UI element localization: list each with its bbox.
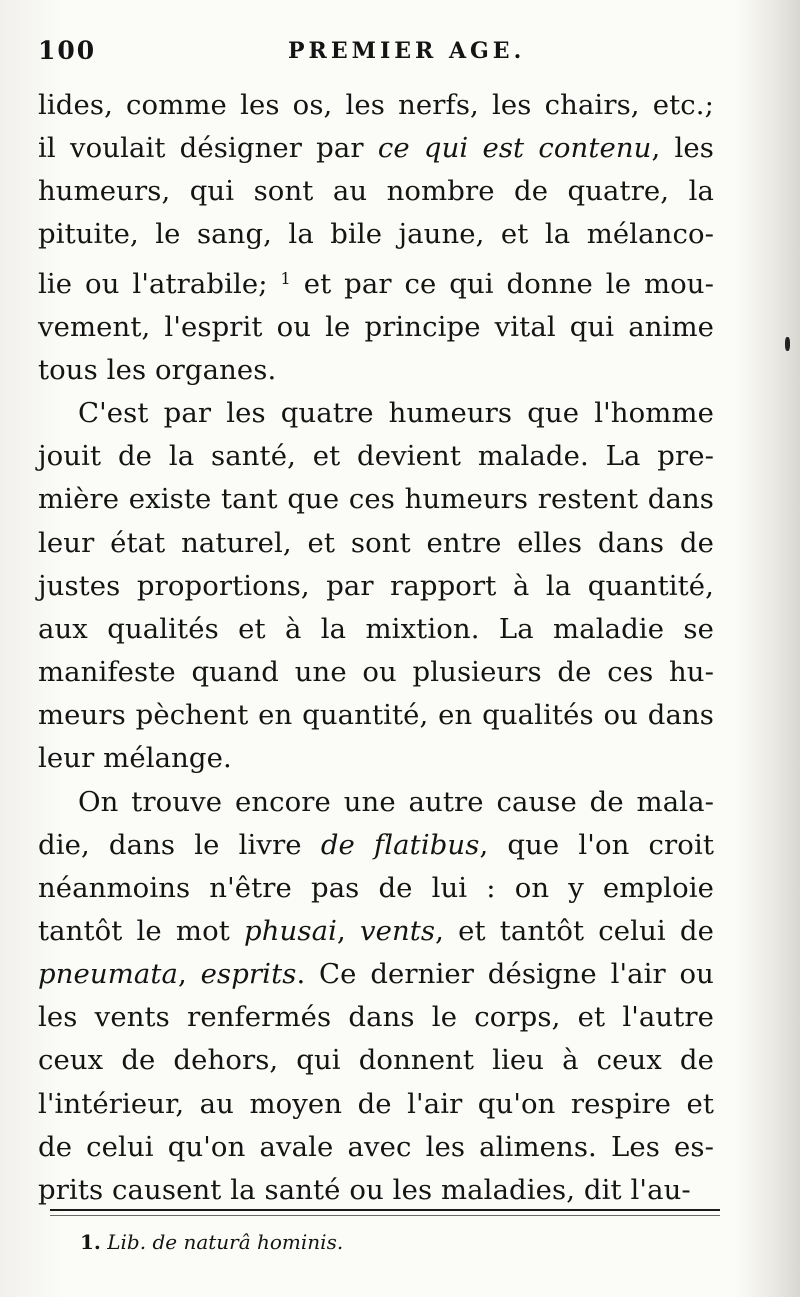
text-run: les vents renfermés dans le corps, et l'autre [38, 1001, 714, 1034]
text-line [38, 1169, 714, 1212]
text-line [38, 651, 714, 694]
text-run: il voulait désigner par [38, 132, 378, 165]
text-line [38, 694, 714, 737]
text-run: vement, l'esprit ou le principe vital qui anime [38, 310, 714, 343]
text-line [38, 867, 714, 910]
text-run: mière existe tant que ces humeurs restent dans [38, 483, 714, 516]
italic-run: esprits [200, 958, 297, 991]
text-run: aux qualités et à la mixtion. La maladie se [38, 612, 714, 645]
text-line [38, 996, 714, 1039]
text-line [38, 349, 714, 392]
text-run: , et tantôt celui de [435, 914, 714, 947]
footnote-ref: 1 [280, 268, 291, 288]
text-line [38, 213, 714, 256]
text-line [38, 565, 714, 608]
text-line [38, 824, 714, 867]
text-line [38, 435, 714, 478]
text-line [38, 478, 714, 521]
paragraph [38, 392, 714, 780]
italic-run: phusai [244, 914, 337, 947]
text-run: leur mélange. [38, 742, 232, 775]
text-line [38, 84, 714, 127]
paragraph [38, 84, 714, 392]
text-run: C'est par les quatre humeurs que l'homme [78, 397, 714, 430]
footnote-rule [50, 1209, 720, 1216]
italic-run: ce qui est contenu [377, 132, 652, 165]
text-run: , que l'on croit [479, 828, 714, 861]
text-run: . Ce dernier désigne l'air ou [296, 958, 714, 991]
text-run: meurs pèchent en quantité, en qualités ou dans [38, 699, 714, 732]
text-line [38, 392, 714, 435]
italic-run: de flatibus [320, 828, 480, 861]
text-run: , [178, 958, 201, 991]
text-line [38, 1039, 714, 1082]
footnote-text: Lib. de naturâ hominis. [107, 1230, 344, 1254]
text-run: tous les organes. [38, 353, 277, 386]
text-line [38, 608, 714, 651]
body-text [38, 84, 714, 1212]
text-run: et par ce qui donne le mou- [290, 267, 714, 300]
text-line [38, 1083, 714, 1126]
text-run: tantôt le mot [38, 914, 245, 947]
text-run: ceux de dehors, qui donnent lieu à ceux de [38, 1044, 714, 1077]
text-line [38, 953, 714, 996]
text-run: die, dans le livre [38, 828, 321, 861]
page-number: 100 [38, 36, 97, 65]
text-run: justes proportions, par rapport à la quantité, [38, 569, 714, 602]
text-run: On trouve encore une autre cause de mala- [78, 785, 714, 818]
text-line [38, 737, 714, 780]
text-line [38, 127, 714, 170]
text-run: prits causent la santé ou les maladies, dit l'au- [38, 1173, 691, 1206]
text-run: de celui qu'on avale avec les alimens. Les es- [38, 1130, 714, 1163]
text-run: pituite, le sang, la bile jaune, et la mélanco- [38, 218, 714, 251]
footnote-mark: 1. [80, 1230, 101, 1254]
text-line [38, 306, 714, 349]
text-run: jouit de la santé, et devient malade. La pre- [38, 440, 714, 473]
text-run: humeurs, qui sont au nombre de quatre, la [38, 175, 714, 208]
running-head: PREMIER AGE. [288, 38, 526, 64]
page-header [38, 30, 728, 70]
footnote [80, 1230, 343, 1254]
text-line [38, 910, 714, 953]
italic-run: vents [359, 914, 436, 947]
text-line [38, 1126, 714, 1169]
text-line [38, 170, 714, 213]
italic-run: pneumata [38, 958, 179, 991]
text-run: lides, comme les os, les nerfs, les chairs, etc.; [38, 89, 714, 121]
text-line [38, 257, 714, 306]
text-run: lie ou l'atrabile; [38, 267, 281, 300]
text-run: , [336, 914, 360, 947]
text-run: , les [651, 132, 715, 165]
text-run: néanmoins n'être pas de lui : on y emploie [38, 871, 714, 904]
ink-blot [785, 337, 790, 351]
paragraph [38, 781, 714, 1213]
text-run: l'intérieur, au moyen de l'air qu'on respire et [38, 1087, 714, 1120]
text-run: leur état naturel, et sont entre elles dans de [38, 526, 714, 559]
text-run: manifeste quand une ou plusieurs de ces hu- [38, 656, 714, 689]
text-line [38, 781, 714, 824]
text-line [38, 522, 714, 565]
